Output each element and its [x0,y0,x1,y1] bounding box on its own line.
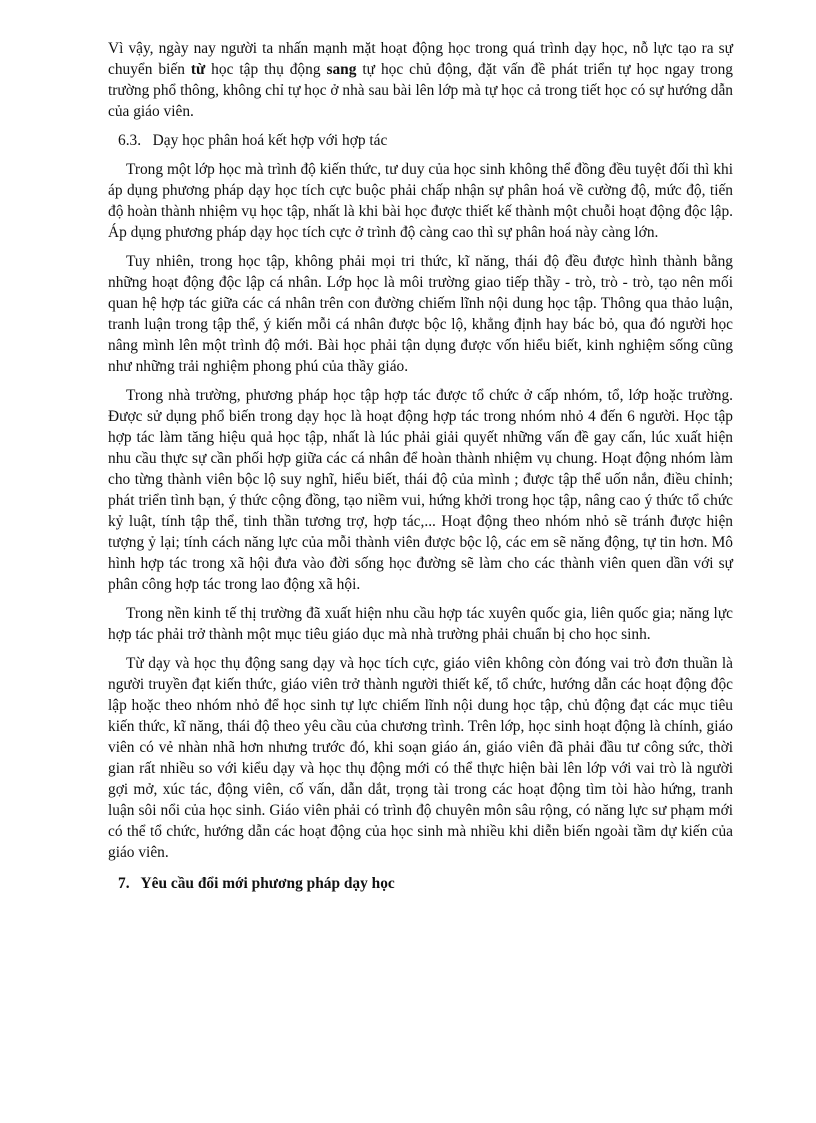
paragraph-1: Trong một lớp học mà trình độ kiến thức, tư duy của học sinh không thể đồng đều tuyệt đối thì khi áp dụng phương pháp dạy học tích cực buộc phải chấp nhận sự phân hoá về cường độ, mức độ, tiến độ hoàn thành nhiệm vụ học tập, nhất là khi bài học được thiết kế thành một chuỗi hoạt động độc lập. Áp dụng phương pháp dạy học tích cực ở trình độ càng cao thì sự phân hoá này càng lớn. [108,161,733,241]
intro-text-3: tự học chủ động, đặt vấn đề phát triển tự học ngay trong trường phổ thông, không chỉ tự học ở nhà sau bài lên lớp mà tự học cả trong tiết học có sự hướng dẫn của giáo viên. [108,61,733,120]
intro-bold-tu: từ [190,61,206,78]
intro-text-1: Vì vậy, ngày nay người ta nhấn mạnh mặt hoạt động học trong quá trình dạy học, nỗ lực tạo ra sự chuyển biến [108,40,733,78]
paragraph-2: Tuy nhiên, trong học tập, không phải mọi tri thức, kĩ năng, thái độ đều được hình thành bằng những hoạt động độc lập cá nhân. Lớp học là môi trường giao tiếp thầy - trò, trò - trò, tạo nên mối quan hệ hợp tác giữa các cá nhân trên con đường chiếm lĩnh nội dung học tập. Thông qua thảo luận, tranh luận trong tập thể, ý kiến mỗi cá nhân được bộc lộ, khẳng định hay bác bỏ, qua đó người học nâng mình lên một trình độ mới. Bài học phải tận dụng được vốn hiểu biết, kinh nghiệm sống cũng như những trải nghiệm phong phú của thầy giáo. [108,253,733,375]
intro-paragraph [108,38,733,122]
intro-text-2: học tập thụ động [205,61,327,78]
document-body [108,38,733,894]
section-title: Yêu cầu đổi mới phương pháp dạy học [140,875,395,892]
paragraph-4: Trong nền kinh tế thị trường đã xuất hiện nhu cầu hợp tác xuyên quốc gia, liên quốc gia; năng lực hợp tác phải trở thành một mục tiêu giáo dục mà nhà trường phải chuẩn bị cho học sinh. [108,605,733,643]
section-heading-6-3 [108,130,733,151]
section-number: 7. [118,875,130,892]
section-title: Dạy học phân hoá kết hợp với hợp tác [152,132,388,149]
section-heading-7 [108,873,733,894]
intro-bold-sang: sang [326,61,357,78]
section-number: 6.3. [118,132,142,149]
paragraph-5: Từ dạy và học thụ động sang dạy và học tích cực, giáo viên không còn đóng vai trò đơn thuần là người truyền đạt kiến thức, giáo viên trở thành người thiết kế, tổ chức, hướng dẫn các hoạt động độc lập hoặc theo nhóm nhỏ để học sinh tự lực chiếm lĩnh nội dung học tập, chủ động đạt các mục tiêu kiến thức, kĩ năng, thái độ theo yêu cầu của chương trình. Trên lớp, học sinh hoạt động là chính, giáo viên có vẻ nhàn nhã hơn nhưng trước đó, khi soạn giáo án, giáo viên đã phải đầu tư công sức, thời gian rất nhiều so với kiểu dạy và học thụ động mới có thể thực hiện bài lên lớp với vai trò là người gợi mở, xúc tác, động viên, cố vấn, dẫn dắt, trọng tài trong các hoạt động tìm tòi hào hứng, tranh luận sôi nổi của học sinh. Giáo viên phải có trình độ chuyên môn sâu rộng, có năng lực sư phạm mới có thể tổ chức, hướng dẫn các hoạt động của học sinh mà nhiều khi diễn biến ngoài tầm dự kiến của giáo viên. [108,655,733,861]
paragraph-3: Trong nhà trường, phương pháp học tập hợp tác được tổ chức ở cấp nhóm, tổ, lớp hoặc trường. Được sử dụng phổ biến trong dạy học là hoạt động hợp tác trong nhóm nhỏ 4 đến 6 người. Học tập hợp tác làm tăng hiệu quả học tập, nhất là lúc phải giải quyết những vấn đề gay cấn, lúc xuất hiện nhu cầu thực sự cần phối hợp giữa các cá nhân để hoàn thành nhiệm vụ chung. Hoạt động nhóm làm cho từng thành viên bộc lộ suy nghĩ, hiểu biết, thái độ của mình ; được tập thể uốn nắn, điều chỉnh; phát triển tình bạn, ý thức cộng đồng, tạo niềm vui, hứng khởi trong học tập, nâng cao ý thức tổ chức kỷ luật, tính tập thể, tinh thần tương trợ, hợp tác,... Hoạt động theo nhóm nhỏ sẽ tránh được hiện tượng ỷ lại; tính cách năng lực của mỗi thành viên được bộc lộ, các em sẽ năng động, tự tin hơn. Mô hình hợp tác trong xã hội đưa vào đời sống học đường sẽ làm cho các thành viên quen dần với sự phân công hợp tác trong lao động xã hội. [108,387,733,593]
